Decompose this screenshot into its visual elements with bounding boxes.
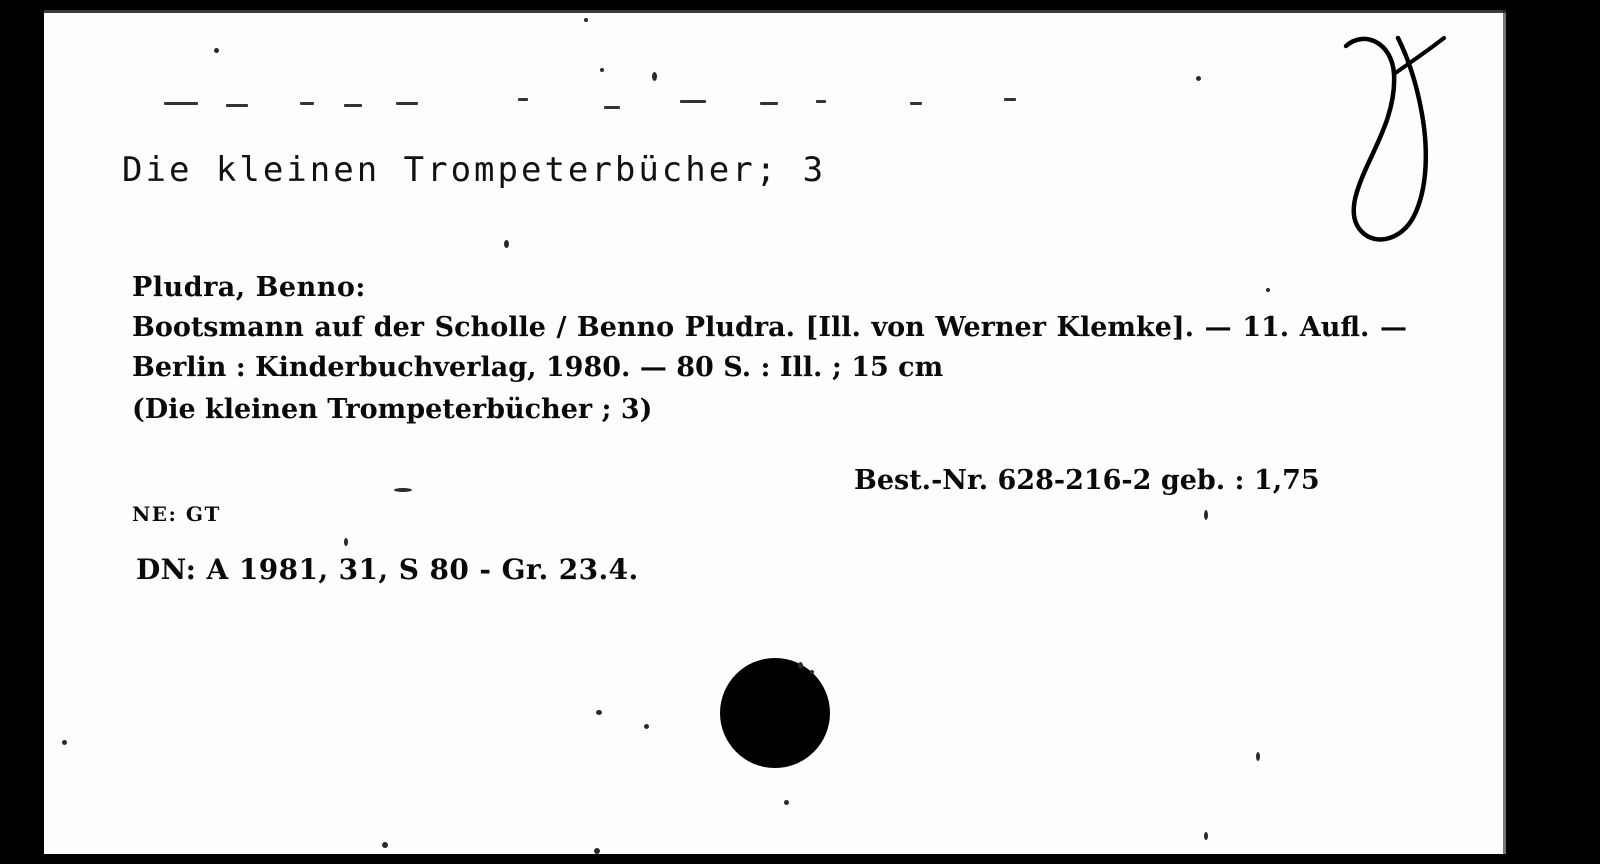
scan-speckle (604, 106, 620, 109)
entry-author: Pludra, Benno: (132, 272, 366, 303)
scan-speckle (396, 102, 418, 105)
scan-speckle (760, 102, 778, 105)
scan-speckle (816, 100, 826, 103)
scan-edge-top (44, 10, 1506, 13)
scan-speckle (644, 724, 649, 729)
catalog-entry (132, 268, 1407, 430)
scan-speckle (1004, 98, 1016, 101)
typed-series-heading: Die kleinen Trompeterbücher; 3 (122, 150, 827, 190)
ink-blot-spatter (810, 670, 814, 674)
round-ink-blot (720, 658, 830, 768)
handwritten-check-flourish-icon (1328, 28, 1458, 258)
added-entry-line: NE: GT (132, 502, 221, 526)
entry-series-statement: (Die kleinen Trompeterbücher ; 3) (132, 394, 653, 425)
scan-speckle (382, 842, 388, 848)
ink-blot-spatter (798, 662, 803, 669)
scan-speckle (652, 72, 657, 81)
scan-speckle (344, 104, 362, 107)
scan-edge-right (1503, 10, 1506, 854)
scan-speckle (214, 48, 219, 53)
scan-speckle (680, 100, 706, 103)
scan-speckle (596, 710, 602, 715)
scan-speckle (1204, 832, 1208, 840)
scan-speckle (584, 18, 588, 22)
scan-speckle (1196, 76, 1201, 81)
order-number-line: Best.-Nr. 628-216-2 geb. : 1,75 (854, 465, 1320, 496)
scan-speckle (62, 740, 67, 745)
scan-speckle (784, 800, 789, 805)
scan-speckle (344, 538, 348, 546)
entry-body: Bootsmann auf der Scholle / Benno Pludra. [Ill. von Werner Klemke]. — 11. Aufl. — Berlin : Kinderbuchverlag, 1980. — 80 S. : Ill. ; 15 cm (132, 312, 1407, 383)
scan-speckle (164, 102, 198, 105)
scan-speckle (600, 68, 604, 72)
catalog-card (44, 10, 1506, 854)
scan-speckle (910, 102, 922, 105)
scan-speckle (518, 98, 528, 101)
scan-speckle (394, 488, 412, 492)
scan-speckle (1204, 510, 1208, 520)
scan-speckle (504, 240, 509, 248)
scan-speckle (226, 104, 248, 107)
scan-speckle (594, 848, 600, 854)
scan-speckle (1256, 752, 1260, 761)
scan-speckle (300, 102, 314, 105)
dn-reference-line: DN: A 1981, 31, S 80 - Gr. 23.4. (136, 553, 639, 586)
